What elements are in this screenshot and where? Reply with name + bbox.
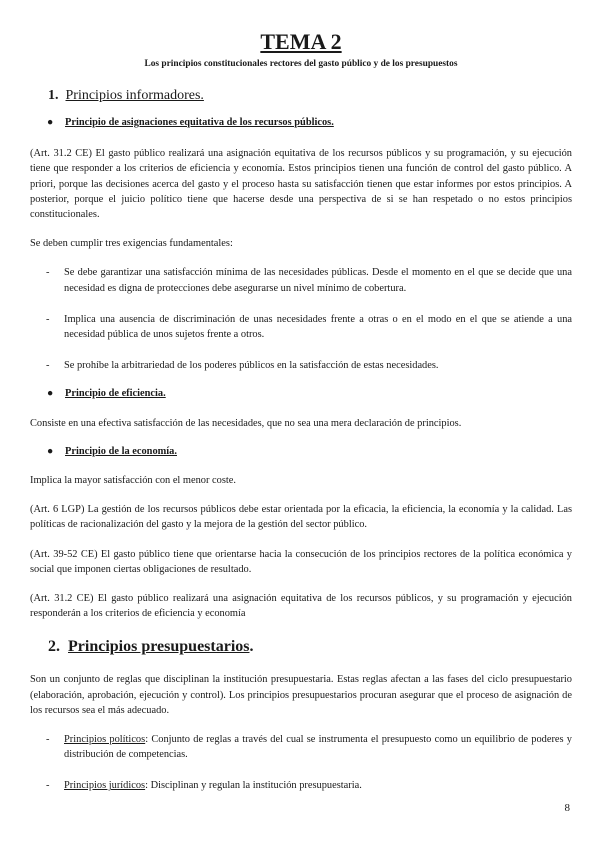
list-dash: - — [46, 734, 50, 746]
bullet-dot-icon: ● — [47, 445, 54, 457]
list-item — [30, 732, 572, 762]
section-2-number: 2. — [48, 638, 60, 656]
list-item-term: Principios jurídicos — [64, 780, 146, 792]
page-number: 8 — [564, 801, 570, 814]
bullet-equity — [30, 115, 572, 130]
paragraph-efficiency: Consiste en una efectiva satisfacción de las necesidades, que no sea una mera declaración de principios. — [30, 417, 462, 429]
list-item — [30, 312, 572, 342]
paragraph-art-39-52: (Art. 39-52 CE) El gasto público tiene que orientarse hacia la consecución de los principios rectores de la política económica y social que imponen ciertas obligaciones de resultado. — [30, 548, 572, 575]
section-1-title: Principios informadores. — [65, 88, 204, 103]
list-item-term: Principios políticos — [64, 734, 146, 746]
section-1-number: 1. — [48, 88, 59, 103]
paragraph-art-31-2-repeat: (Art. 31.2 CE) El gasto público realizará una asignación equitativa de los recursos públicos, y su programación y ejecución responderán a los criterios de eficiencia y economía — [30, 593, 572, 620]
list-item-text: : Conjunto de reglas a través del cual se instrumenta el presupuesto como un equilibrio de poderes y distribución de competencias. — [64, 734, 572, 761]
bullet-dot-icon: ● — [47, 388, 54, 400]
list-dash: - — [46, 313, 50, 325]
list-item-text: Se prohíbe la arbitrariedad de los poderes públicos en la satisfacción de estas necesidades. — [64, 360, 439, 372]
section-2-heading — [48, 638, 572, 656]
paragraph-three-requirements: Se deben cumplir tres exigencias fundamentales: — [30, 238, 233, 250]
section-2-period: . — [249, 638, 254, 656]
page-title: TEMA 2 — [260, 29, 342, 54]
list-item — [30, 265, 572, 295]
paragraph-economy: Implica la mayor satisfacción con el menor coste. — [30, 475, 237, 487]
bullet-economy-label: Principio de la economía. — [65, 445, 177, 457]
list-dash: - — [46, 360, 50, 372]
bullet-economy — [30, 444, 572, 459]
list-item-text: Implica una ausencia de discriminación de unas necesidades frente a otras o en el modo en el que se atiende a una necesidad pública de unos sujetos frente a otros. — [64, 313, 572, 341]
list-item — [30, 358, 572, 373]
paragraph-art-6-lgp: (Art. 6 LGP) La gestión de los recursos públicos debe estar orientada por la eficacia, la eficiencia, la economía y la calidad. Las políticas de racionalización del gasto y la mejora de la gestión del sector público. — [30, 504, 572, 531]
list-item-text: Se debe garantizar una satisfacción mínima de las necesidades públicas. Desde el momento en el que se decide que una necesidad es digna de protecciones debe asegurarse un nivel mínimo de cobertura. — [64, 267, 572, 294]
bullet-efficiency — [30, 386, 572, 401]
section-2-title: Principios presupuestarios — [68, 638, 250, 656]
section-1-heading — [48, 87, 572, 105]
page-subtitle: Los principios constitucionales rectores del gasto público y de los presupuestos — [144, 59, 458, 69]
list-dash: - — [46, 780, 50, 792]
list-item-text: : Disciplinan y regulan la institución presupuestaria. — [145, 780, 362, 792]
paragraph-art-31-2: (Art. 31.2 CE) El gasto público realizará una asignación equitativa de los recursos públicos y su programación, y su ejecución tiene que responder a los criterios de eficiencia y economía. Estos principios tienen una función de control del gasto público. A priori, porque las decisiones acerca del gasto y el proceso hasta su satisfacción tienen que estar informes por estos principios. A posterior, porque el juicio político tiene que hacerse desde una perspectiva de si se han respetado o no estos principios constitucionales. — [30, 148, 572, 221]
bullet-efficiency-label: Principio de eficiencia. — [65, 388, 166, 400]
bullet-dot-icon: ● — [47, 117, 54, 128]
list-item — [30, 778, 572, 793]
list-dash: - — [46, 267, 50, 279]
bullet-equity-label: Principio de asignaciones equitativa de los recursos públicos. — [65, 117, 334, 128]
paragraph-budget-principles: Son un conjunto de reglas que disciplinan la institución presupuestaria. Estas reglas afectan a las fases del ciclo presupuestario (elaboración, aprobación, ejecución y control). Los principios presupuestarios procuran asegurar que el proceso de asignación de los recursos sea el más adecuado. — [30, 674, 572, 716]
